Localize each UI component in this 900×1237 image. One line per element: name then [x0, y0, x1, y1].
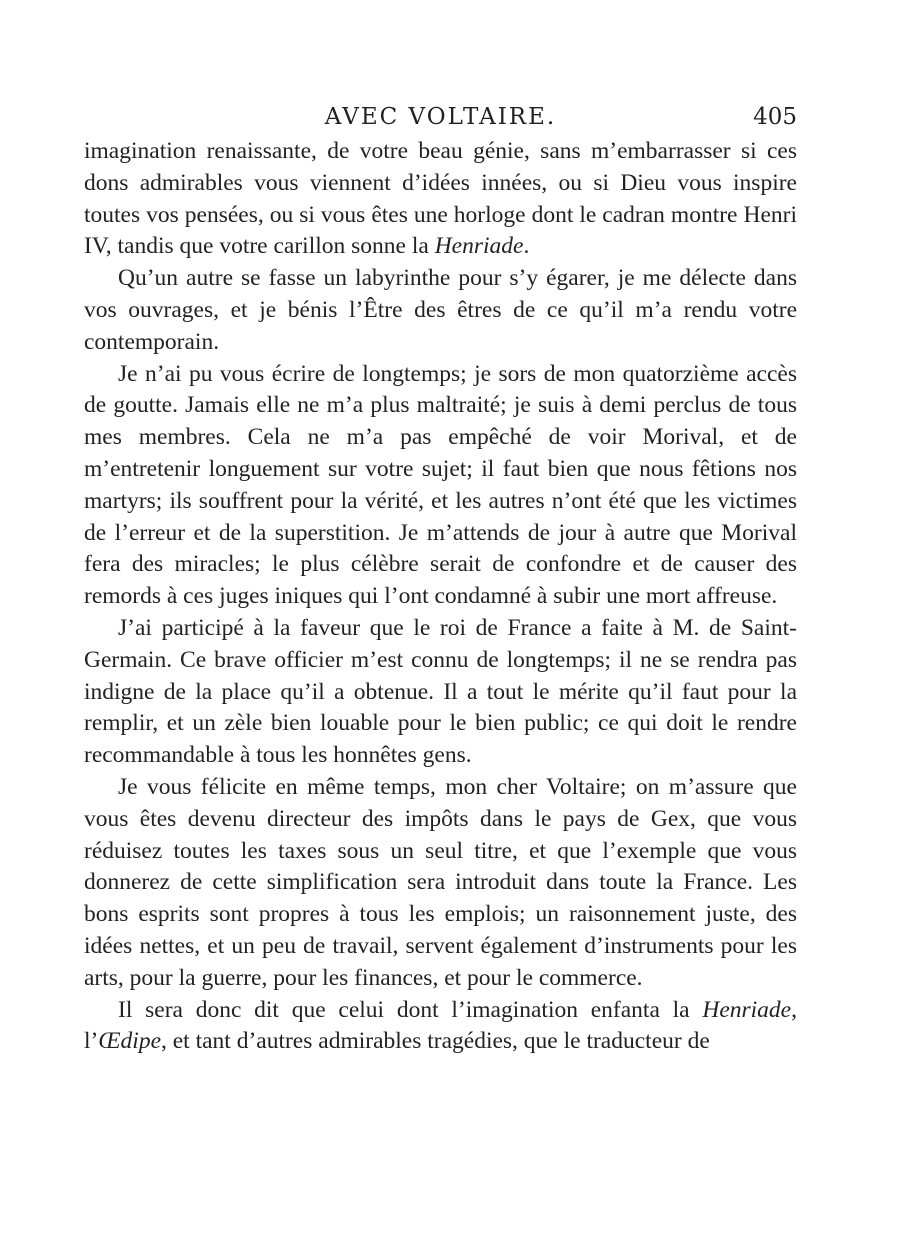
paragraph: Il sera donc dit que celui dont l’imagination enfanta la Henriade, l’Œdipe, et tant d’autres admirables tragédies, que le traducteur de [84, 996, 797, 1055]
paragraph-continuation: imagination renaissante, de votre beau génie, sans m’embarrasser si ces dons admirables vous viennent d’idées innées, ou si Dieu vous inspire toutes vos pensées, ou si vous êtes une horloge dont le cadran montre Henri IV, tandis que votre carillon sonne la Henriade. [84, 138, 797, 260]
paragraph: Je vous félicite en même temps, mon cher Voltaire; on m’assure que vous êtes devenu directeur des impôts dans le pays de Gex, que vous réduisez toutes les taxes sous un seul titre, et que l’exemple que vous donnerez de cette simplification sera introduit dans toute la France. Les bons esprits sont propres à tous les emplois; un raisonnement juste, des idées nettes, et un peu de travail, servent également d’instruments pour les arts, pour la guerre, pour les finances, et pour le commerce. [84, 773, 797, 991]
running-head [84, 96, 797, 136]
paragraph: Qu’un autre se fasse un labyrinthe pour s’y égarer, je me délecte dans vos ouvrages, et je bénis l’Être des êtres de ce qu’il m’a rendu votre contemporain. [84, 265, 797, 355]
running-title: AVEC VOLTAIRE. [324, 104, 557, 130]
italic-title: Henriade [702, 996, 792, 1023]
paragraph: Je n’ai pu vous écrire de longtemps; je sors de mon quatorzième accès de goutte. Jamais elle ne m’a plus maltraité; je suis à demi perclus de tous mes membres. Cela ne m’a pas empêché de voir Morival, et de m’entretenir longuement sur votre sujet; il faut bien que nous fêtions nos martyrs; ils souffrent pour la vérité, et les autres n’ont été que les victimes de l’erreur et de la superstition. Je m’attends de jour à autre que Morival fera des miracles; le plus célèbre serait de confondre et de causer des remords à ces juges iniques qui l’ont condamné à subir une mort affreuse. [84, 360, 797, 610]
italic-title: Œdipe [98, 1028, 161, 1055]
paragraph: J’ai participé à la faveur que le roi de France a faite à M. de Saint-Germain. Ce brave officier m’est connu de longtemps; il ne se rendra pas indigne de la place qu’il a obtenue. Il a tout le mérite qu’il faut pour la remplir, et un zèle bien louable pour le bien public; ce qui doit le rendre recommandable à tous les honnêtes gens. [84, 614, 797, 769]
body-text [84, 136, 797, 1058]
book-page [84, 96, 797, 1058]
italic-title: Henriade [434, 233, 524, 260]
page-number: 405 [753, 104, 797, 130]
